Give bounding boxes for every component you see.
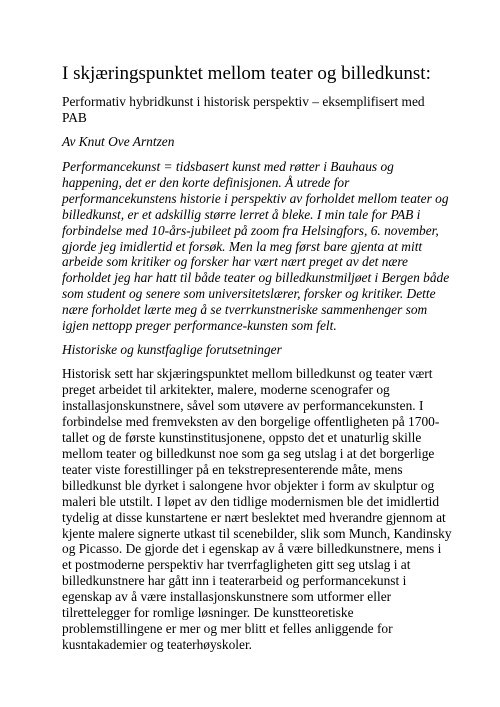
document-title: I skjæringspunktet mellom teater og billedkunst: bbox=[62, 63, 431, 84]
document-subtitle: Performativ hybridkunst i historisk perspektiv – eksemplifisert med PAB bbox=[62, 94, 425, 125]
document-page bbox=[62, 62, 452, 653]
intro-paragraph: Performancekunst = tidsbasert kunst med røtter i Bauhaus og happening, det er den korte definisjonen. Å utrede for performancekunstens historie i perspektiv av forholdet mellom teater og billedkunst, er et adskillig større lerret å bleke. I min tale for PAB i forbindelse med 10-års-jubileet på zoom fra Helsingfors, 6. november, gjorde jeg imidlertid et forsøk. Men la meg først bare gjenta at mitt arbeide som kritiker og forsker har vært nært preget av det nære forholdet jeg har hatt til både teater og billedkunstmiljøet i Bergen både som student og senere som universitetslærer, forsker og kritiker. Dette nære forholdet lærte meg å se tverrkunstneriske sammenhenger som igjen nettopp preger performance-kunsten som felt. bbox=[62, 159, 450, 334]
section-heading: Historiske og kunstfaglige forutsetninger bbox=[62, 341, 282, 357]
body-paragraph: Historisk sett har skjæringspunktet mellom billedkunst og teater vært preget arbeidet til arkitekter, malere, moderne scenografer og installasjonskunstnere, såvel som utøvere av performancekunsten. I forbindelse med fremveksten av den borgelige offentligheten på 1700-tallet og de første kunstinstitusjonene, oppsto det et unaturlig skille mellom teater og billedkunst noe som ga seg utslag i at det borgerlige teater viste forestillinger på en tekstrepresenterende måte, mens billedkunst ble dyrket i salongene hvor objekter i form av skulptur og maleri ble utstilt. I løpet av den tidlige modernismen ble det imidlertid tydelig at disse kunstartene er nært beslektet med hverandre gjennom at kjente malere signerte utkast til scenebilder, slik som Munch, Kandinsky og Picasso. De gjorde det i egenskap av å være billedkunstnere, mens i et postmoderne perspektiv har tverrfagligheten gitt seg utslag i at billedkunstnere har gått inn i teaterarbeid og performancekunst i egenskap av å være installasjonskunstnere som utformer eller tilrettelegger for romlige løsninger. De kunstteoretiske problemstillingene er mer og mer blitt et felles anliggende for kusntakademier og teaterhøyskoler. bbox=[62, 365, 452, 653]
author-byline: Av Knut Ove Arntzen bbox=[62, 134, 175, 149]
